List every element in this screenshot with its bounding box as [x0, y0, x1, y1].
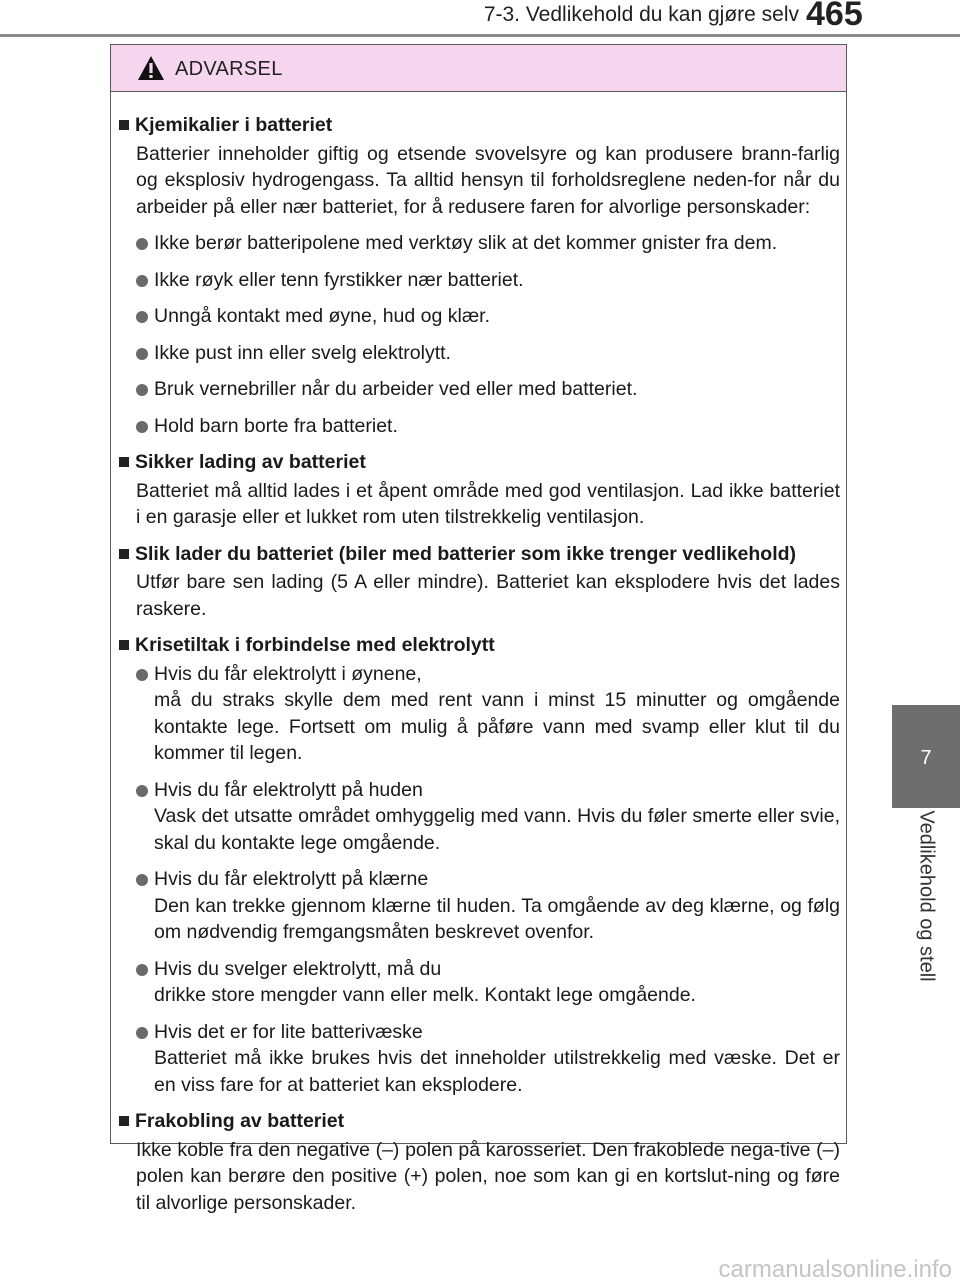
header-section-title: 7-3. Vedlikehold du kan gjøre selv	[483, 3, 799, 26]
chapter-label: Vedlikehold og stell	[915, 810, 938, 982]
list-item-detail: drikke store mengder vann eller melk. Kontakt lege omgående.	[154, 984, 696, 1006]
list-item	[119, 267, 840, 294]
section-heading-text: Kjemikalier i batteriet	[135, 114, 333, 136]
circle-bullet-icon	[136, 348, 148, 360]
section-safe-charging	[119, 449, 840, 531]
list-item-text	[154, 956, 840, 1009]
section-how-to-charge	[119, 541, 840, 623]
circle-bullet-icon	[136, 785, 148, 797]
circle-bullet-icon	[136, 964, 148, 976]
header-divider	[0, 34, 960, 37]
page-number: 465	[806, 0, 863, 33]
list-item-detail: Vask det utsatte området omhyggelig med vann. Hvis du føler smerte eller svie, skal du kontakte lege omgående.	[154, 805, 840, 854]
list-item	[119, 661, 840, 767]
chapter-label-strip	[892, 808, 960, 988]
list-item-lead: Hvis du får elektrolytt på klærne	[154, 868, 429, 890]
list-item	[119, 777, 840, 857]
list-item	[119, 413, 840, 440]
section-paragraph: Ikke koble fra den negative (–) polen på karosseriet. Den frakoblede nega-tive (–) polen kan berøre den positive (+) polen, noe som kan gi en kortslut-ning og føre til alvorlige personskader.	[136, 1138, 840, 1214]
circle-bullet-icon	[136, 275, 148, 287]
section-disconnecting	[119, 1108, 840, 1216]
section-heading	[119, 632, 840, 659]
list-item-text	[154, 777, 840, 857]
warning-triangle-icon	[137, 55, 165, 81]
section-paragraph: Batterier inneholder giftig og etsende svovelsyre og kan produsere brann-farlig og eksplosiv hydrogengass. Ta alltid hensyn til forholdsreglene neden-for når du arbeider på eller nær batteriet, for å redusere faren for alvorlige personskader:	[136, 142, 840, 218]
list-item	[119, 376, 840, 403]
square-bullet-icon	[119, 549, 129, 559]
list-item	[119, 1019, 840, 1099]
square-bullet-icon	[119, 457, 129, 467]
circle-bullet-icon	[136, 311, 148, 323]
section-paragraph: Utfør bare sen lading (5 A eller mindre). Batteriet kan eksplodere hvis det lades raskere.	[136, 571, 840, 620]
list-item-detail: Den kan trekke gjennom klærne til huden. Ta omgående av deg klærne, og følg om nødvendig fremgangsmåten beskrevet ovenfor.	[154, 894, 840, 943]
list-item-text: Ikke berør batteripolene med verktøy slik at det kommer gnister fra dem.	[154, 232, 778, 254]
circle-bullet-icon	[136, 384, 148, 396]
warning-header	[111, 45, 846, 92]
list-item	[119, 340, 840, 367]
list-item-text	[154, 866, 840, 946]
warning-box	[110, 44, 847, 1214]
list-item-lead: Hvis du får elektrolytt i øynene,	[154, 662, 422, 685]
list-item-text: Bruk vernebriller når du arbeider ved eller med batteriet.	[154, 378, 638, 400]
square-bullet-icon	[119, 640, 129, 650]
circle-bullet-icon	[136, 421, 148, 433]
section-heading-text: Frakobling av batteriet	[135, 1110, 345, 1132]
section-paragraph: Batteriet må alltid lades i et åpent område med god ventilasjon. Lad ikke batteriet i en garasje eller et lukket rom uten tilstrekkelig ventilasjon.	[136, 479, 840, 528]
watermark: carmanualsonline.info	[718, 1256, 952, 1283]
list-item	[119, 956, 840, 1009]
circle-bullet-icon	[136, 874, 148, 886]
section-heading	[119, 541, 840, 568]
list-item-text: Ikke pust inn eller svelg elektrolytt.	[154, 341, 451, 364]
section-heading	[119, 449, 840, 476]
chapter-number: 7	[920, 747, 932, 769]
circle-bullet-icon	[136, 669, 148, 681]
list-item	[119, 866, 840, 946]
list-item-text: Ikke røyk eller tenn fyrstikker nær batteriet.	[154, 268, 524, 291]
list-item-text: Unngå kontakt med øyne, hud og klær.	[154, 305, 491, 327]
list-item-detail: må du straks skylle dem med rent vann i minst 15 minutter og omgående kontakte lege. Fortsett om mulig å påføre vann med svamp eller klut til du kommer til legen.	[154, 689, 840, 764]
square-bullet-icon	[119, 1116, 129, 1126]
section-heading	[119, 1108, 840, 1135]
list-item-lead: Hvis det er for lite batterivæske	[154, 1020, 423, 1043]
section-heading-text: Sikker lading av batteriet	[135, 451, 366, 473]
section-chemicals	[119, 112, 840, 439]
circle-bullet-icon	[136, 238, 148, 250]
chapter-tab[interactable]	[892, 705, 960, 808]
section-heading-text: Slik lader du batteriet (biler med batterier som ikke trenger vedlikehold)	[135, 542, 797, 565]
circle-bullet-icon	[136, 1027, 148, 1039]
section-emergency-electrolyte	[119, 632, 840, 1098]
section-heading	[119, 112, 840, 139]
list-item-text: Hold barn borte fra batteriet.	[154, 414, 398, 437]
list-item-text	[154, 661, 840, 767]
warning-title: ADVARSEL	[175, 58, 283, 80]
square-bullet-icon	[119, 120, 129, 130]
list-item	[119, 303, 840, 330]
list-item-detail: Batteriet må ikke brukes hvis det inneholder utilstrekkelig med væske. Det er en viss fare for at batteriet kan eksplodere.	[154, 1047, 840, 1096]
list-item-lead: Hvis du får elektrolytt på huden	[154, 778, 423, 801]
list-item-text	[154, 1019, 840, 1099]
section-heading-text: Krisetiltak i forbindelse med elektrolytt	[135, 634, 495, 656]
list-item	[119, 230, 840, 257]
list-item-lead: Hvis du svelger elektrolytt, må du	[154, 957, 442, 980]
warning-body	[111, 92, 846, 1216]
